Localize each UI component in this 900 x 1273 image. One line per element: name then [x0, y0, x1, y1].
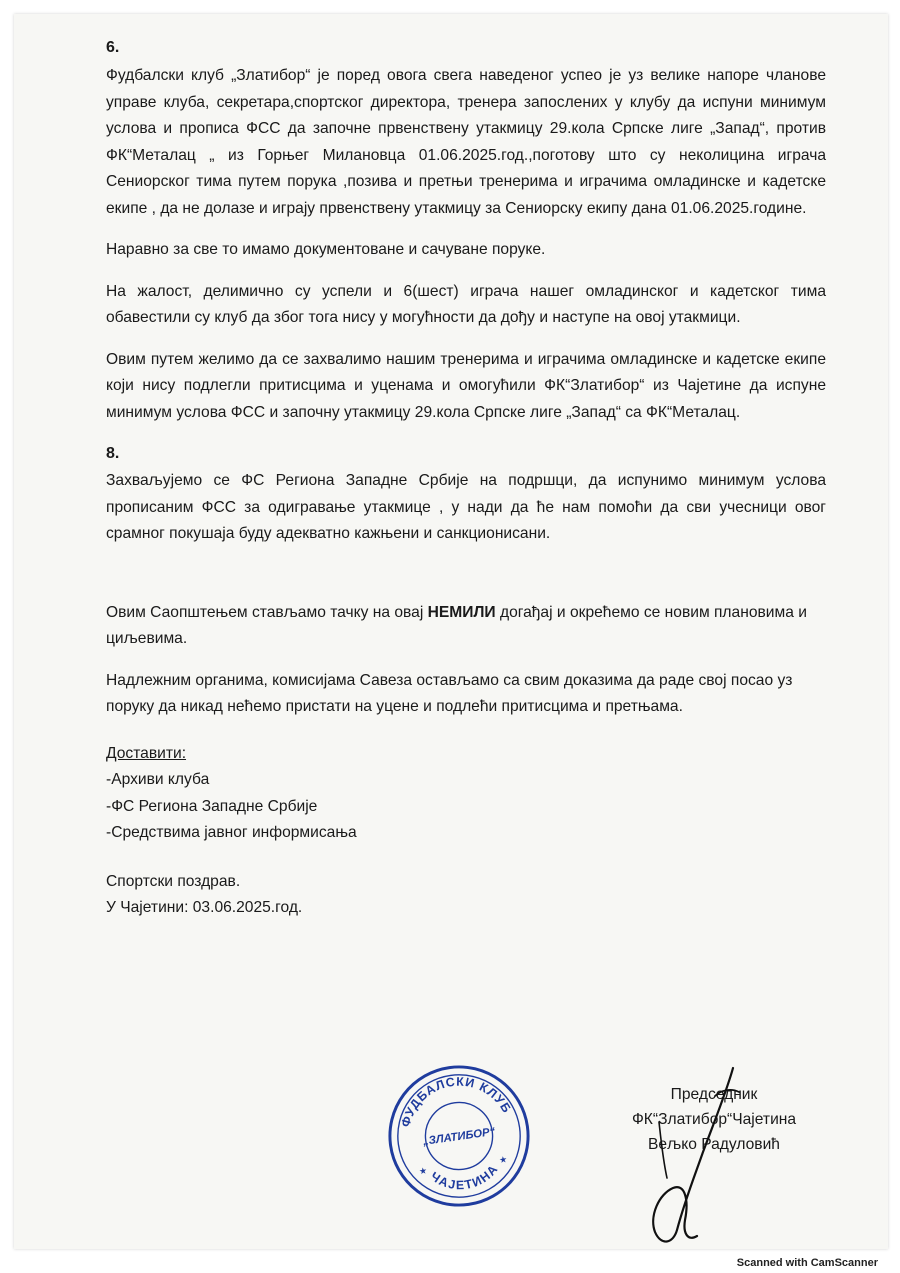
- stamp-bottom-text: ЧАЈЕТИНА: [427, 1161, 502, 1193]
- paragraph-thanks-coaches: Овим путем желимо да се захвалимо нашим тренерима и играчима омладинске и кадетске екипе који нису подлегли притисцима и уценама и омогућили ФК“Златибор“ из Чајетине да испуне минимум услова ФСС и започну утакмицу 29.кола Српске лиге „Запад“ са ФК“Металац.: [106, 350, 826, 421]
- place-date: У Чајетини: 03.06.2025.год.: [106, 899, 303, 916]
- emphasized-word: НЕМИЛИ: [427, 603, 496, 621]
- section-number-6: 6.: [106, 39, 120, 56]
- greeting: Спортски поздрав.: [106, 872, 241, 890]
- statement-text-start: Овим Саопштењем стављамо тачку на овај: [106, 603, 428, 621]
- paragraph-authorities: Надлежним органима, комисијама Савеза остављамо са свим доказима да раде свој посао уз поруку да никад нећемо пристати на уцене и подлећи притисцима и претњама.: [106, 671, 793, 715]
- signatory-name: Вељко Радуловић: [648, 1136, 780, 1153]
- statement-text-end: догађај и окрећемо се новим плановима и циљевима.: [106, 603, 807, 647]
- deliver-item-region: -ФС Региона Западне Србије: [106, 797, 318, 815]
- deliver-item-archive: -Архиви клуба: [106, 771, 210, 788]
- stamp-top-text: ФУДБАЛСКИ КЛУБ: [398, 1074, 515, 1129]
- stamp-center-text: „ЗЛАТИБОР“: [422, 1125, 496, 1148]
- stamp-star-icon: ★: [418, 1165, 428, 1177]
- signatory-title: Председник: [670, 1086, 758, 1103]
- paragraph-documented-messages: Наравно за све то имамо документоване и сачуване поруке.: [106, 241, 546, 258]
- paragraph-statement-closing: [106, 600, 826, 653]
- deliver-heading: Доставити:: [106, 744, 187, 762]
- deliver-item-media: -Средствима јавног информисања: [106, 824, 357, 841]
- stamp-star-icon: ★: [498, 1154, 508, 1166]
- paragraph-thanks-region: Захваљујемо се ФС Региона Западне Србије на подршци, да испунимо минимум услова прописаним ФСС за одигравање утакмице , у нади да ће нам помоћи да сви учесници овог срамног покушаја буду адекватно кажњени и санкционисани.: [106, 472, 826, 542]
- section-number-8: 8.: [106, 445, 120, 462]
- club-stamp: [385, 1062, 533, 1210]
- paragraph-players-absent: На жалост, делимично су успели и 6(шест) играча нашег омладинског и кадетског тима обавестили су клуб да због тога нису у могућности да дођу и наступе на овој утакмици.: [106, 282, 826, 326]
- svg-text:ЧАЈЕТИНА: [426, 1160, 503, 1197]
- signatory-club: ФК“Златибор“Чајетина: [631, 1111, 797, 1128]
- scanner-watermark: Scanned with CamScanner: [736, 1257, 878, 1269]
- paragraph-club-effort: Фудбалски клуб „Златибор“ је поред овога свега наведеног успео је уз велике напоре чланове управе клуба, секретара,спортског директора, тренера запослених у клубу да испуни минимум услова и прописа ФСС да започне првенствену утакмицу 29.кола Српске лиге „Запад“, против ФК“Металац „ из Горњег Милановца 01.06.2025.год.,поготову што су неколицина играча Сениорског тима путем порука ,позива и претњи тренерима и играчима омладинске и кадетске екипе , да не долазе и играју првенствену утакмицу за Сениорску екипу дана 01.06.2025.године.: [106, 67, 826, 217]
- document-body: [106, 38, 826, 922]
- handwritten-signature: [615, 1060, 765, 1250]
